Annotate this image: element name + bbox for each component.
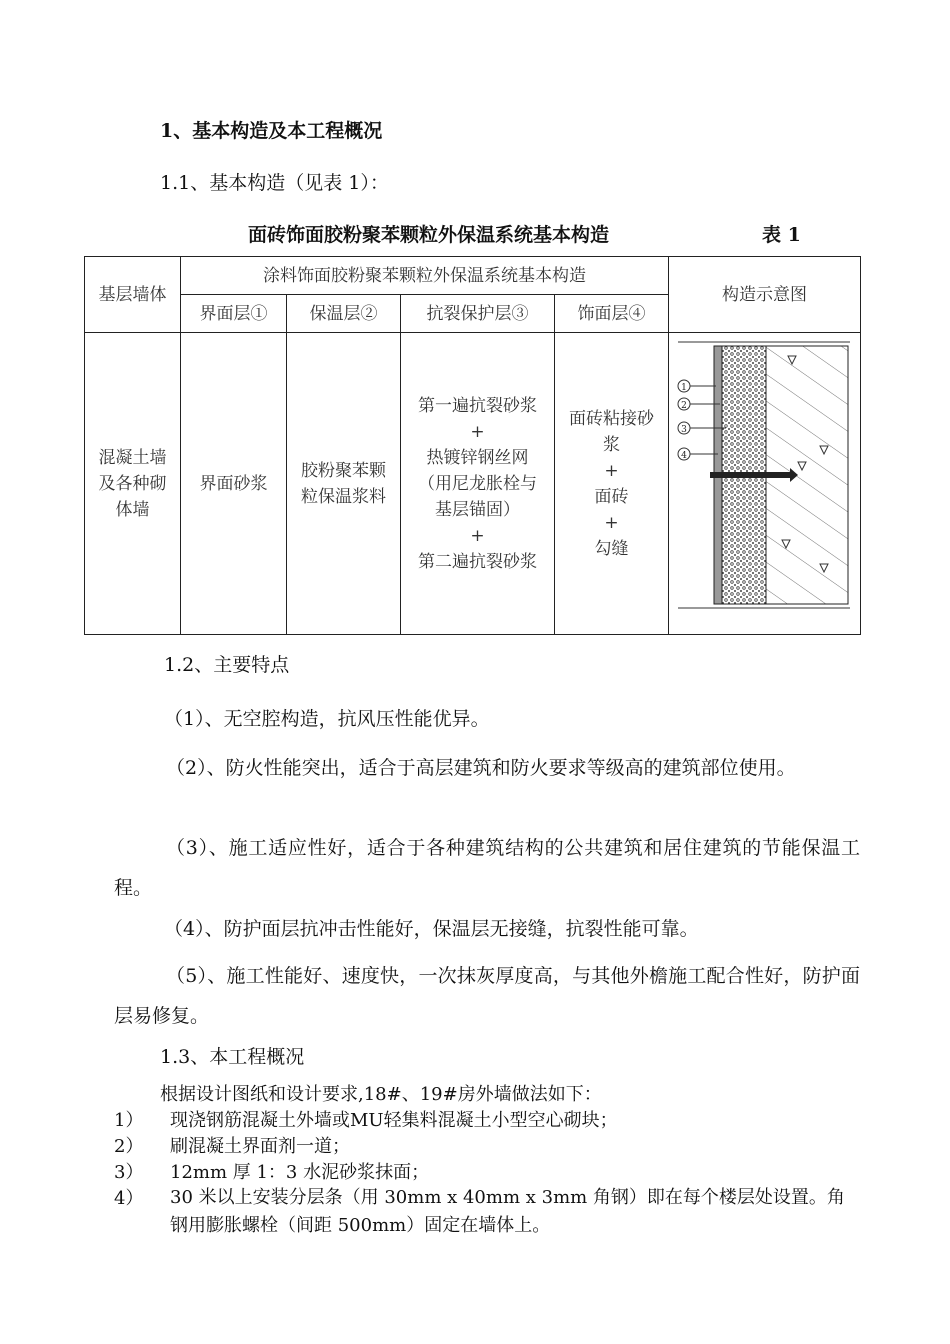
cell-crack-layer: [401, 333, 555, 635]
callout-1-label: 1: [680, 382, 687, 393]
wall-section-diagram: [670, 334, 860, 634]
finish-line: +: [604, 460, 619, 481]
crack-line: +: [470, 525, 485, 546]
cell-base-wall: 混凝土墙及各种砌体墙: [85, 333, 181, 635]
crack-line: +: [470, 421, 485, 442]
cell-insulation: 胶粉聚苯颗粒保温浆料: [287, 333, 401, 635]
list-number: 1）: [114, 1110, 144, 1131]
crack-line: 热镀锌钢丝网: [426, 447, 529, 468]
feature-item: （2）、防火性能突出，适合于高层建筑和防火要求等级高的建筑部位使用。: [166, 757, 796, 779]
list-number: 4）: [114, 1188, 144, 1209]
list-item: 现浇钢筋混凝土外墙或MU轻集料混凝土小型空心砌块；: [170, 1110, 618, 1131]
section-heading-1-2: 1.2、主要特点: [164, 654, 290, 676]
crack-line: 第一遍抗裂砂浆: [418, 395, 537, 416]
finish-line: 面砖: [594, 486, 629, 507]
header-finish-layer: 饰面层④: [555, 295, 669, 333]
list-item: 12mm 厚 1：3 水泥砂浆抹面；: [170, 1162, 430, 1183]
feature-item: （1）、无空腔构造，抗风压性能优异。: [164, 708, 490, 730]
table-caption-title: 面砖饰面胶粉聚苯颗粒外保温系统基本构造: [248, 224, 610, 246]
list-number: 2）: [114, 1136, 144, 1157]
list-number: 3）: [114, 1162, 144, 1183]
crack-line: 基层锚固）: [435, 499, 520, 520]
crack-line: （用尼龙胀栓与: [418, 473, 537, 494]
overview-intro: 根据设计图纸和设计要求,18#、19#房外墙做法如下：: [160, 1084, 602, 1105]
cell-interface: 界面砂浆: [181, 333, 287, 635]
feature-item: （3）、施工适应性好，适合于各种建筑结构的公共建筑和居住建筑的节能保温工程。: [114, 837, 860, 899]
callout-3-label: 3: [680, 424, 687, 435]
list-item: 刷混凝土界面剂一道；: [170, 1136, 350, 1157]
table-caption-number: 表 1: [762, 224, 801, 246]
callout-4-label: 4: [680, 450, 687, 461]
header-group: 涂料饰面胶粉聚苯颗粒外保温系统基本构造: [181, 257, 669, 295]
crack-line: 第二遍抗裂砂浆: [418, 551, 537, 572]
callout-2-label: 2: [680, 400, 687, 411]
finish-line: 浆: [603, 434, 620, 455]
finish-line: 勾缝: [594, 538, 629, 559]
list-item: 30 米以上安装分层条（用 30mm x 40mm x 3mm 角钢）即在每个楼层处设置。角钢用膨胀螺栓（间距 500mm）固定在墙体上。: [170, 1187, 845, 1236]
header-insulation-layer: 保温层②: [287, 295, 401, 333]
finish-line: +: [604, 512, 619, 533]
header-diagram: 构造示意图: [669, 257, 861, 333]
finish-line: 面砖粘接砂: [569, 408, 654, 429]
feature-item: （5）、施工性能好、速度快，一次抹灰厚度高，与其他外檐施工配合性好，防护面层易修复。: [114, 965, 860, 1027]
header-base-wall: 基层墙体: [85, 257, 181, 333]
construction-table: [84, 256, 861, 635]
header-crack-layer: 抗裂保护层③: [401, 295, 555, 333]
cell-finish-layer: [555, 333, 669, 635]
header-interface-layer: 界面层①: [181, 295, 287, 333]
cell-diagram: [669, 333, 861, 635]
section-heading-1-1: 1.1、基本构造（见表 1）：: [160, 172, 389, 194]
feature-item: （4）、防护面层抗冲击性能好，保温层无接缝，抗裂性能可靠。: [164, 918, 699, 940]
section-heading-1-3: 1.3、本工程概况: [160, 1046, 305, 1068]
section-heading-1: 1、基本构造及本工程概况: [160, 120, 383, 142]
